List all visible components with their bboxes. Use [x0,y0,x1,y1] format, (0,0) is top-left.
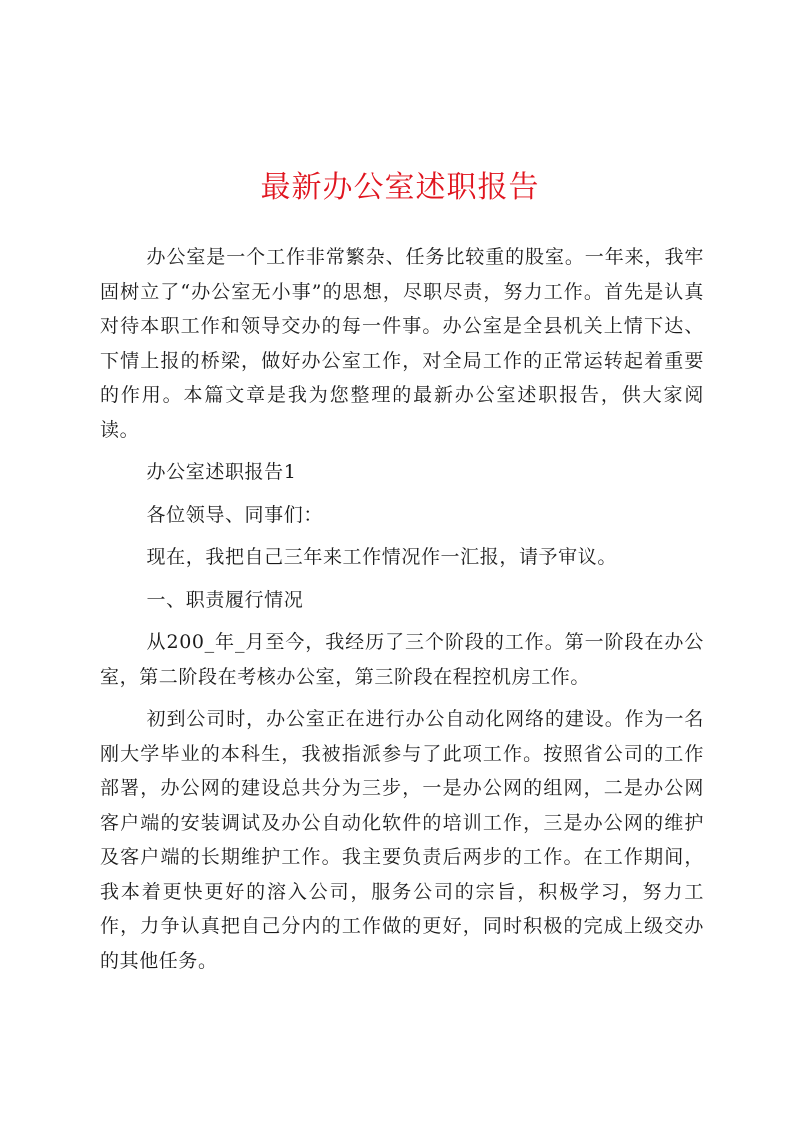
salutation: 各位领导、同事们： [146,503,323,526]
office-automation-paragraph: 初到公司时，办公室正在进行办公自动化网络的建设。作为一名刚大学毕业的本科生，我被指派参与了此项工作。按照省公司的工作部署，办公网的建设总共分为三步，一是办公网的组网，二是办公网客户端的安装调试及办公自动化软件的培训工作，三是办公网的维护及客户端的长期维护工作。我主要负责后两步的工作。在工作期间，我本着更快更好的溶入公司，服务公司的宗旨，积极学习，努力工作，力争认真把自己分内的工作做的更好，同时积极的完成上级交办的其他任务。 [100,708,704,972]
section-heading-report-1: 办公室述职报告1 [146,461,297,483]
document-body [100,240,704,978]
document-title: 最新办公室述职报告 [260,170,540,205]
opening-statement: 现在，我把自己三年来工作情况作一汇报，请予审议。 [146,546,617,568]
intro-paragraph: 办公室是一个工作非常繁杂、任务比较重的股室。一年来，我牢固树立了“办公室无小事”的思想，尽职尽责，努力工作。首先是认真对待本职工作和领导交办的每一件事。办公室是全县机关上情下达、下情上报的桥梁，做好办公室工作，对全局工作的正常运转起着重要的作用。本篇文章是我为您整理的最新办公室述职报告，供大家阅读。 [100,246,704,441]
section-heading-duties: 一、职责履行情况 [146,588,304,611]
work-stages-paragraph: 从200_年_月至今，我经历了三个阶段的工作。第一阶段在办公室，第二阶段在考核办公室，第三阶段在程控机房工作。 [100,631,704,688]
